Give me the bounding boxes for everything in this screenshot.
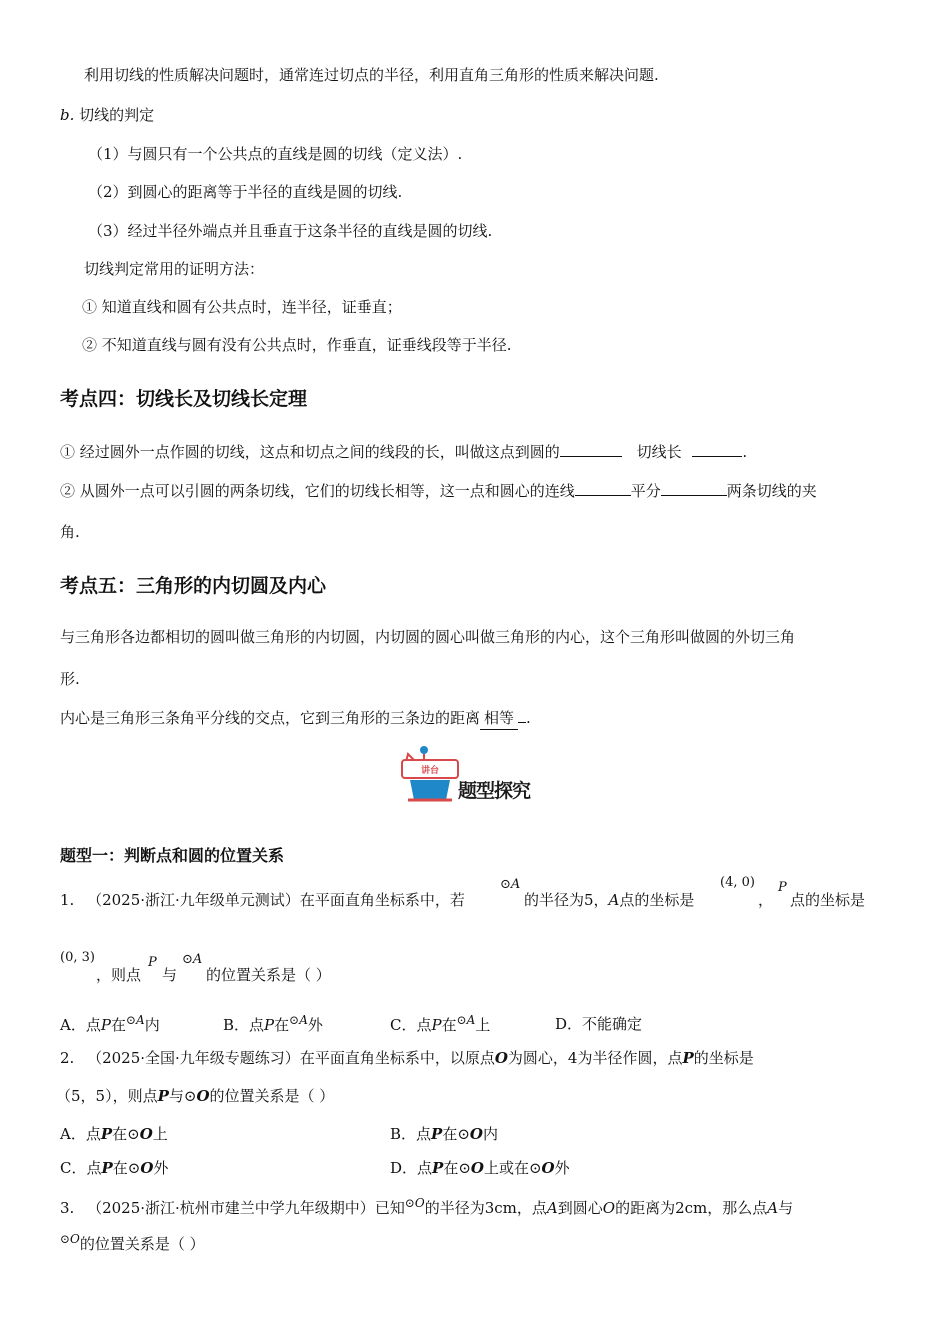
q1-text: 点的坐标是 (619, 891, 695, 909)
option-text: 外 (554, 1159, 570, 1177)
q3-number: 3. (60, 1199, 75, 1217)
q2-option-b[interactable] (390, 1123, 498, 1144)
option-text: 在 (274, 1016, 290, 1034)
option-text: 在⊙ (443, 1159, 471, 1177)
q2-point-P: P (682, 1049, 694, 1067)
q1-comma: ， (758, 891, 774, 909)
point-O: O (470, 1159, 484, 1177)
q3-circle-O: ⊙O (404, 1196, 425, 1210)
section5-title: 考点五：三角形的内切圆及内心 (60, 575, 327, 597)
point-P: P (432, 1159, 444, 1177)
option-text: A．点 (60, 1125, 101, 1143)
option-text: 在⊙ (112, 1159, 141, 1177)
q3-text: 到圆心 (557, 1199, 603, 1217)
option-text: C．点 (60, 1159, 102, 1177)
option-text: 在⊙ (112, 1125, 140, 1143)
point-O: O (469, 1125, 483, 1143)
section4-fill-answer: 切线长 (636, 443, 682, 461)
q1-line1-b (524, 889, 694, 911)
q1-text-end: 点的坐标是 (790, 891, 866, 909)
section5-para2 (60, 707, 531, 730)
option-text: 内 (482, 1125, 498, 1143)
q2-option-c[interactable] (60, 1157, 168, 1178)
usage-text: 利用切线的性质解决问题时，通常连过切点的半径，利用直角三角形的性质来解决问题. (84, 66, 659, 84)
q1-text: 的半径为5， (524, 891, 609, 909)
q2-option-d[interactable] (390, 1157, 570, 1178)
point-O: O (139, 1125, 153, 1143)
q1-option-c[interactable] (390, 1013, 490, 1035)
section4-line2-b: 平分 (630, 482, 661, 500)
q2-line1 (60, 1047, 754, 1069)
blank (518, 722, 526, 723)
q2-point-O: O (494, 1049, 508, 1067)
section5-fill-answer: 相等 (480, 707, 518, 730)
q3-line1 (60, 1192, 793, 1219)
q3-text: 与 (778, 1199, 794, 1217)
q2-text: 在平面直角坐标系中，以原点 (299, 1049, 495, 1067)
criterion-1: （1）与圆只有一个公共点的直线是圆的切线（定义法）. (88, 145, 463, 163)
section4-title: 考点四：切线长及切线长定理 (60, 388, 308, 410)
q2-point-O: O (196, 1087, 210, 1105)
option-text: 上 (475, 1016, 491, 1034)
q1-option-a[interactable] (60, 1013, 160, 1035)
point-P: P (431, 1016, 442, 1034)
option-text: 上或在⊙ (483, 1159, 542, 1177)
section4-line2-c: 两条切线的夹 (726, 482, 817, 500)
point-O: O (541, 1159, 555, 1177)
option-text: D．点 (390, 1159, 433, 1177)
q1-line2-a: ，则点 (96, 966, 142, 984)
point-P: P (431, 1125, 443, 1143)
criterion-2: （2）到圆心的距离等于半径的直线是圆的切线. (88, 183, 403, 201)
q2-text: 的坐标是 (693, 1049, 754, 1067)
q3-circle-O: ⊙O (60, 1232, 80, 1246)
q3-text: 已知 (374, 1199, 405, 1217)
blank (575, 479, 631, 496)
q3-text: 的距离为2cm，那么点 (615, 1199, 768, 1217)
q1-option-b[interactable] (223, 1013, 323, 1035)
q1-line2-b: 与 (162, 966, 178, 984)
b-label: b. (60, 106, 75, 124)
q3-point-O: O (602, 1199, 616, 1217)
q1-point-A: A (608, 891, 620, 909)
section5-para1: 与三角形各边都相切的圆叫做三角形的内切圆，内切圆的圆心叫做三角形的内心，这个三角形叫做圆的外切三角 (60, 628, 796, 646)
section5-para1-cont: 形. (60, 670, 80, 688)
section-banner (400, 744, 550, 806)
q2-text: 的位置关系是（ ） (209, 1087, 335, 1105)
section4-line2 (60, 479, 817, 502)
q1-line2-c: 的位置关系是（ ） (206, 966, 331, 984)
q3-line2 (60, 1228, 205, 1255)
q2-line2 (56, 1085, 334, 1107)
option-text: 在 (110, 1016, 126, 1034)
section5-para2-text: 内心是三角形三条角平分线的交点，它到三角形的三条边的距离 (60, 709, 481, 727)
option-text: B．点 (390, 1125, 432, 1143)
banner-badge: 讲台 (420, 766, 439, 776)
section4-line1-text: ① 经过圆外一点作圆的切线，这点和切点之间的线段的长，叫做这点到圆的 (60, 443, 560, 461)
q1-point-P2: P (148, 955, 157, 970)
q2-source: （2025·全国·九年级专题练习） (87, 1049, 300, 1067)
section4-line2-text: ② 从圆外一点可以引圆的两条切线，它们的切线长相等，这一点和圆心的连线 (60, 482, 575, 500)
q1-source: （2025·浙江·九年级单元测试） (87, 891, 300, 909)
q2-text: 与⊙ (168, 1087, 197, 1105)
section4-line1 (60, 440, 747, 463)
q1-point-P: P (778, 880, 787, 895)
q1-coord-A: (4, 0) (720, 875, 755, 890)
method-1: ① 知道直线和圆有公共点时，连半径，证垂直； (82, 298, 402, 316)
circle-A: ⊙A (289, 1013, 308, 1027)
q3-point-A: A (767, 1199, 779, 1217)
blank (560, 440, 622, 457)
period: . (742, 443, 748, 461)
option-text: 上 (152, 1125, 168, 1143)
q1-number: 1. (60, 891, 75, 909)
q3-source: （2025·浙江·杭州市建兰中学九年级期中） (87, 1199, 375, 1217)
q2-text: 为圆心，4为半径作圆，点 (507, 1049, 683, 1067)
q1-circle-A2: ⊙A (182, 952, 203, 967)
point-P: P (100, 1125, 113, 1143)
period: . (526, 709, 531, 727)
point-P: P (101, 1159, 113, 1177)
q3-point-A: A (546, 1199, 558, 1217)
tangent-criteria-heading (60, 104, 154, 126)
q3-text: 的位置关系是（ ） (79, 1235, 205, 1253)
b-title: 切线的判定 (79, 106, 155, 124)
blank (661, 479, 727, 496)
option-text: 外 (307, 1016, 323, 1034)
q1-line1 (60, 889, 465, 911)
q1-text: 在平面直角坐标系中，若 (299, 891, 465, 909)
option-text: B．点 (223, 1016, 265, 1034)
banner-title: 题型探究 (458, 780, 531, 802)
q1-option-d[interactable]: D．不能确定 (555, 1015, 643, 1033)
option-text: 在⊙ (442, 1125, 470, 1143)
q1-coord-P: (0, 3) (60, 950, 95, 965)
option-text: 内 (144, 1016, 160, 1034)
q3-text: 的半径为3cm，点 (424, 1199, 547, 1217)
circle-A: ⊙A (125, 1013, 145, 1027)
point-P: P (264, 1016, 275, 1034)
methods-title: 切线判定常用的证明方法： (84, 260, 265, 278)
method-2: ② 不知道直线与圆有没有公共点时，作垂直，证垂线段等于半径. (82, 336, 512, 354)
option-text: C．点 (390, 1016, 432, 1034)
blank (692, 440, 742, 457)
section4-line2-cont: 角. (60, 523, 80, 541)
q2-option-a[interactable] (60, 1123, 168, 1144)
q2-text: （5，5），则点 (56, 1087, 158, 1105)
option-text: 外 (153, 1159, 169, 1177)
q1-circle-A: ⊙A (500, 877, 521, 892)
point-O: O (140, 1159, 154, 1177)
option-text: A．点 (60, 1016, 101, 1034)
q2-number: 2. (60, 1049, 75, 1067)
option-text: 在 (441, 1016, 457, 1034)
q2-point-P: P (157, 1087, 169, 1105)
circle-A: ⊙A (456, 1013, 476, 1027)
criterion-3: （3）经过半径外端点并且垂直于这条半径的直线是圆的切线. (88, 222, 493, 240)
type1-title: 题型一：判断点和圆的位置关系 (60, 846, 285, 865)
point-P: P (100, 1016, 111, 1034)
